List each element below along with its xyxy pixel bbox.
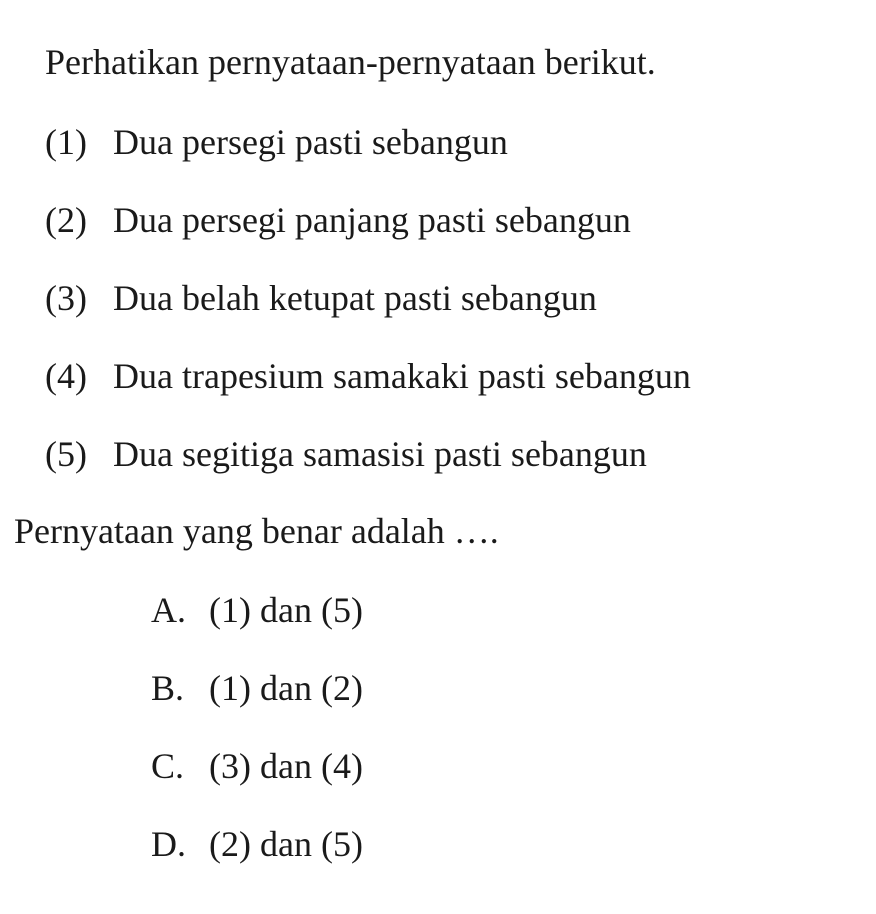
statement-number: (5) <box>45 434 87 474</box>
option-text: (3) dan (4) <box>209 746 363 786</box>
statement-4 <box>45 358 691 394</box>
option-c <box>151 748 363 784</box>
statement-text: Dua persegi pasti sebangun <box>113 122 508 162</box>
statement-1 <box>45 124 508 160</box>
statement-number: (4) <box>45 356 87 396</box>
option-letter: A. <box>151 590 186 630</box>
option-a <box>151 592 363 628</box>
intro-text: Perhatikan pernyataan-pernyataan berikut. <box>45 42 656 82</box>
statement-number: (3) <box>45 278 87 318</box>
option-text: (1) dan (5) <box>209 590 363 630</box>
question-text: Pernyataan yang benar adalah …. <box>14 511 499 551</box>
option-letter: B. <box>151 668 185 708</box>
option-letter: C. <box>151 746 185 786</box>
option-d <box>151 826 363 862</box>
statement-5 <box>45 436 647 472</box>
statement-2 <box>45 202 631 238</box>
option-text: (1) dan (2) <box>209 668 363 708</box>
statement-text: Dua persegi panjang pasti sebangun <box>113 200 631 240</box>
option-text: (2) dan (5) <box>209 824 363 864</box>
option-b <box>151 670 363 706</box>
statement-text: Dua belah ketupat pasti sebangun <box>113 278 597 318</box>
option-letter: D. <box>151 824 186 864</box>
statement-text: Dua trapesium samakaki pasti sebangun <box>113 356 691 396</box>
statement-text: Dua segitiga samasisi pasti sebangun <box>113 434 647 474</box>
statement-3 <box>45 280 597 316</box>
statement-number: (1) <box>45 122 87 162</box>
statement-number: (2) <box>45 200 87 240</box>
